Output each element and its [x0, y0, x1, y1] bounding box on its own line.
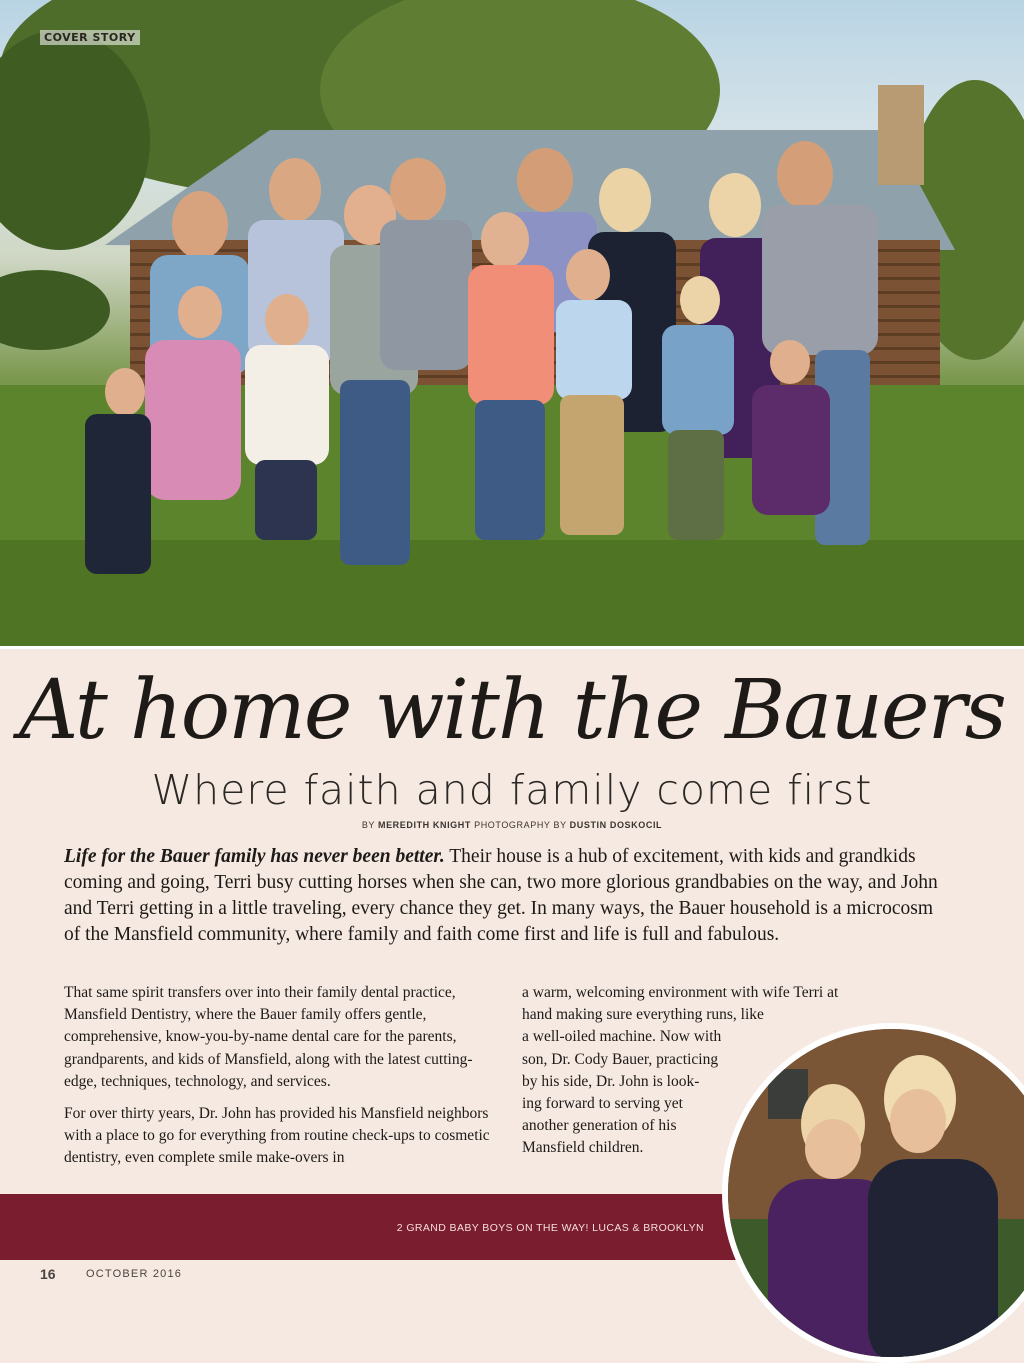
inset-photo-illustration — [728, 1029, 1024, 1357]
issue-date: OCTOBER 2016 — [86, 1268, 183, 1280]
body-column-1 — [64, 982, 504, 1180]
hero-family-photo — [0, 0, 1024, 646]
body-paragraph: For over thirty years, Dr. John has provided his Mansfield neighbors with a place to go for everything from routine check-ups to cosmetic dentistry, even complete smile make-overs in — [64, 1105, 490, 1167]
family-photo-illustration — [0, 0, 1024, 646]
lead-emphasis: Life for the Bauer family has never been better. — [64, 846, 445, 867]
page-number: 16 — [40, 1266, 56, 1282]
byline-photo-prefix: PHOTOGRAPHY BY — [474, 820, 567, 830]
article-title: At home with the Bauers — [19, 663, 1005, 758]
photo-divider — [0, 646, 1024, 649]
body-line: another generation of his — [522, 1117, 677, 1135]
byline-photographer: DUSTIN DOSKOCIL — [569, 820, 663, 830]
byline-author: MEREDITH KNIGHT — [377, 820, 471, 830]
body-line: by his side, Dr. John is look- — [522, 1072, 700, 1090]
section-tag: COVER STORY — [40, 30, 140, 45]
body-paragraph: That same spirit transfers over into their family dental practice, Mansfield Dentistry, where the Bauer family offers gentle, comprehensive, know-you-by-name dental care for the parents, grandparents, and kids of Mansfield, along with the latest cutting-edge, techniques, technology, and services. — [64, 984, 473, 1090]
body-line: a well-oiled machine. Now with — [522, 1028, 722, 1046]
body-line: Mansfield children. — [522, 1139, 644, 1157]
body-line: a warm, welcoming environment with wife Terri at — [522, 984, 839, 1001]
byline — [0, 820, 1024, 830]
photo-caption: 2 GRAND BABY BOYS ON THE WAY! LUCAS & BROOKLYN — [396, 1222, 704, 1234]
byline-by-prefix: BY — [361, 820, 375, 830]
lead-paragraph — [64, 844, 944, 948]
body-line: ing forward to serving yet — [522, 1095, 683, 1113]
caption-band — [0, 1194, 760, 1260]
inset-photo — [722, 1023, 1024, 1363]
lead-text: Their house is a hub of excitement, with kids and grandkids coming and going, Terri busy cutting horses when she can, two more glorious grandbabies on the way, and John and Terri getting in a little traveling, every chance they get. In many ways, the Bauer household is a microcosm of the Mansfield community, where family and faith come first and life is full and fabulous. — [64, 846, 938, 945]
article-subtitle: Where faith and family come first — [151, 766, 873, 814]
body-line: hand making sure everything runs, like — [522, 1006, 764, 1024]
body-line: son, Dr. Cody Bauer, practicing — [522, 1050, 719, 1068]
